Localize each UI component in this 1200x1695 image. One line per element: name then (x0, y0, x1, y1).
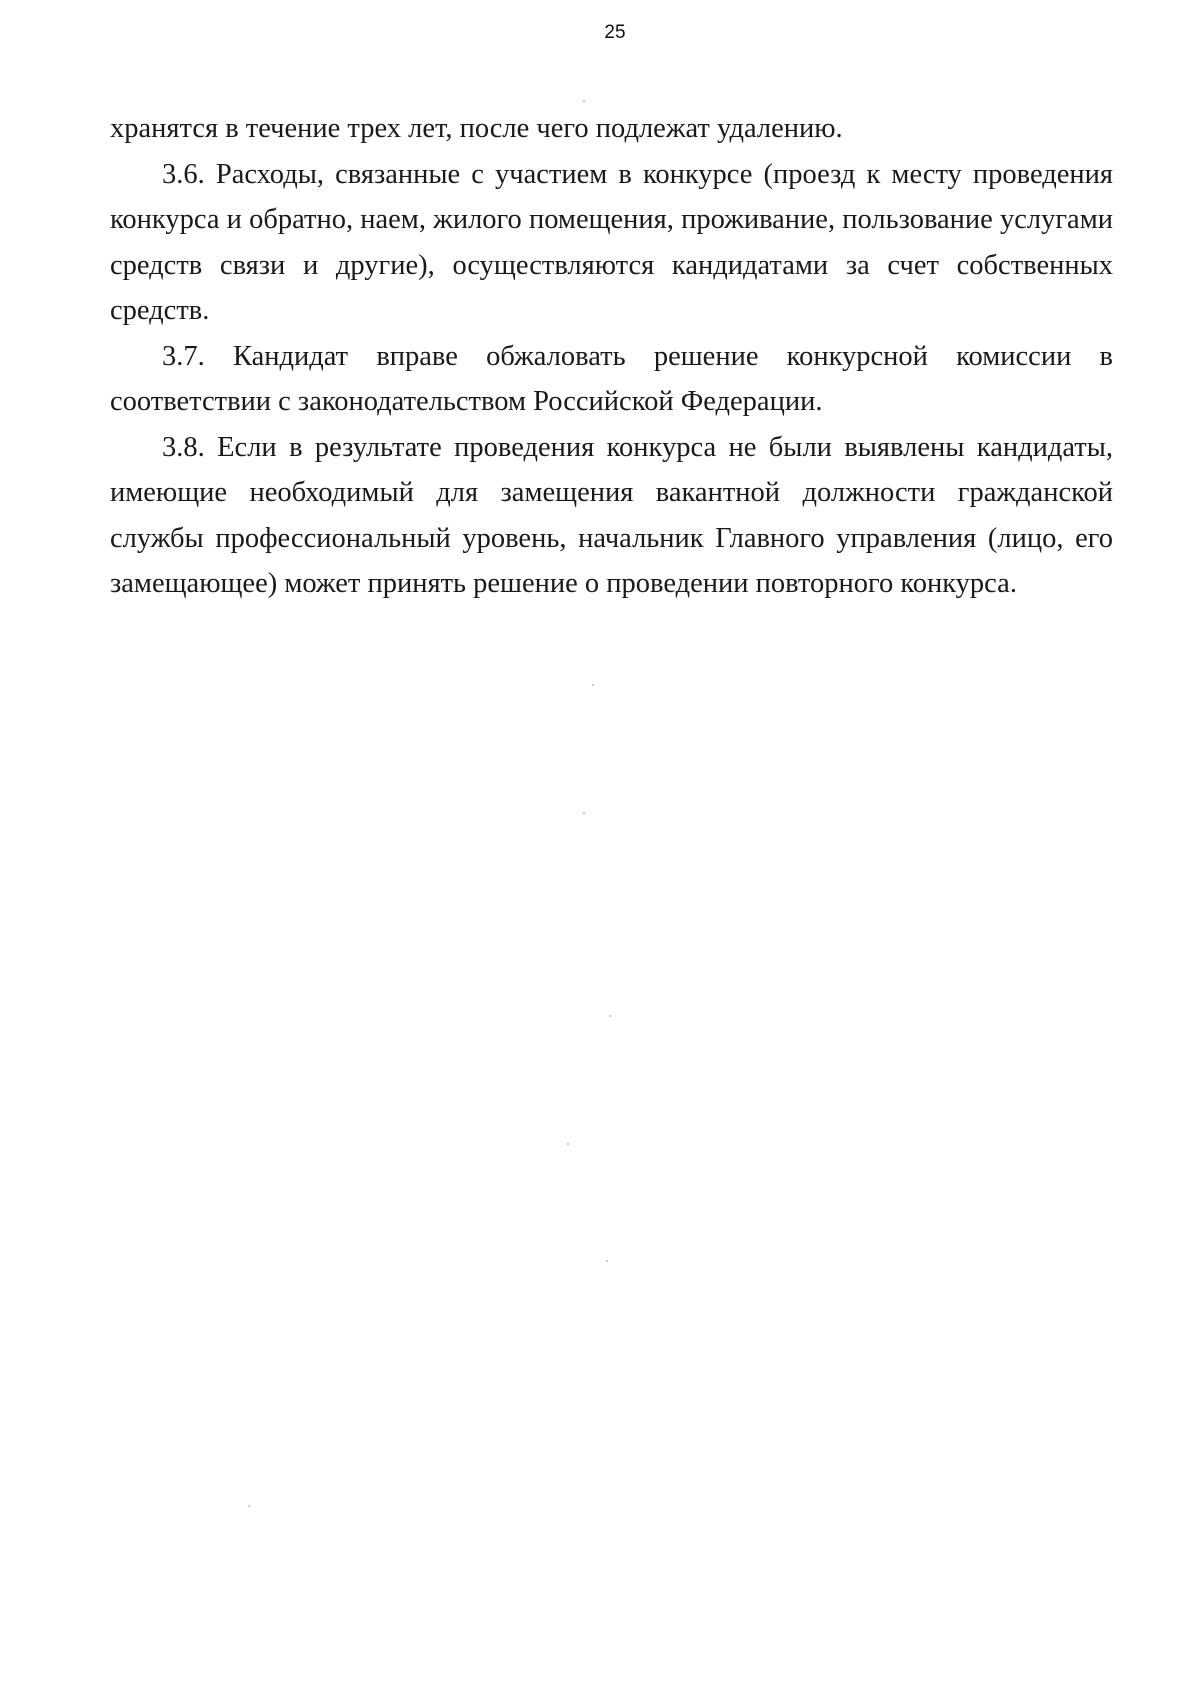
scan-speck (583, 100, 585, 102)
scan-speck (583, 812, 585, 814)
paragraph-continuation: хранятся в течение трех лет, после чего подлежат удалению. (110, 113, 843, 144)
scan-speck (567, 1143, 569, 1145)
scan-speck (606, 1260, 608, 1262)
paragraph-3-7: 3.7. Кандидат вправе обжаловать решение конкурсной комиссии в соответствии с законодательством Российской Федерации. (110, 340, 1113, 417)
scan-speck (592, 684, 594, 686)
scan-speck (248, 1505, 250, 1507)
paragraph-3-6: 3.6. Расходы, связанные с участием в конкурсе (проезд к месту проведения конкурса и обратно, наем, жилого помещения, проживание, пользование услугами средств связи и другие), осуществляются кандидатами за счет собственных средств. (110, 158, 1113, 326)
page-number: 25 (604, 22, 626, 43)
paragraph-3-8: 3.8. Если в результате проведения конкурса не были выявлены кандидаты, имеющие необходимый для замещения вакантной должности гражданской службы профессиональный уровень, начальник Главного управления (лицо, его замещающее) может принять решение о проведении повторного конкурса. (110, 431, 1113, 599)
scan-speck (609, 1015, 611, 1017)
document-body (110, 106, 1113, 607)
